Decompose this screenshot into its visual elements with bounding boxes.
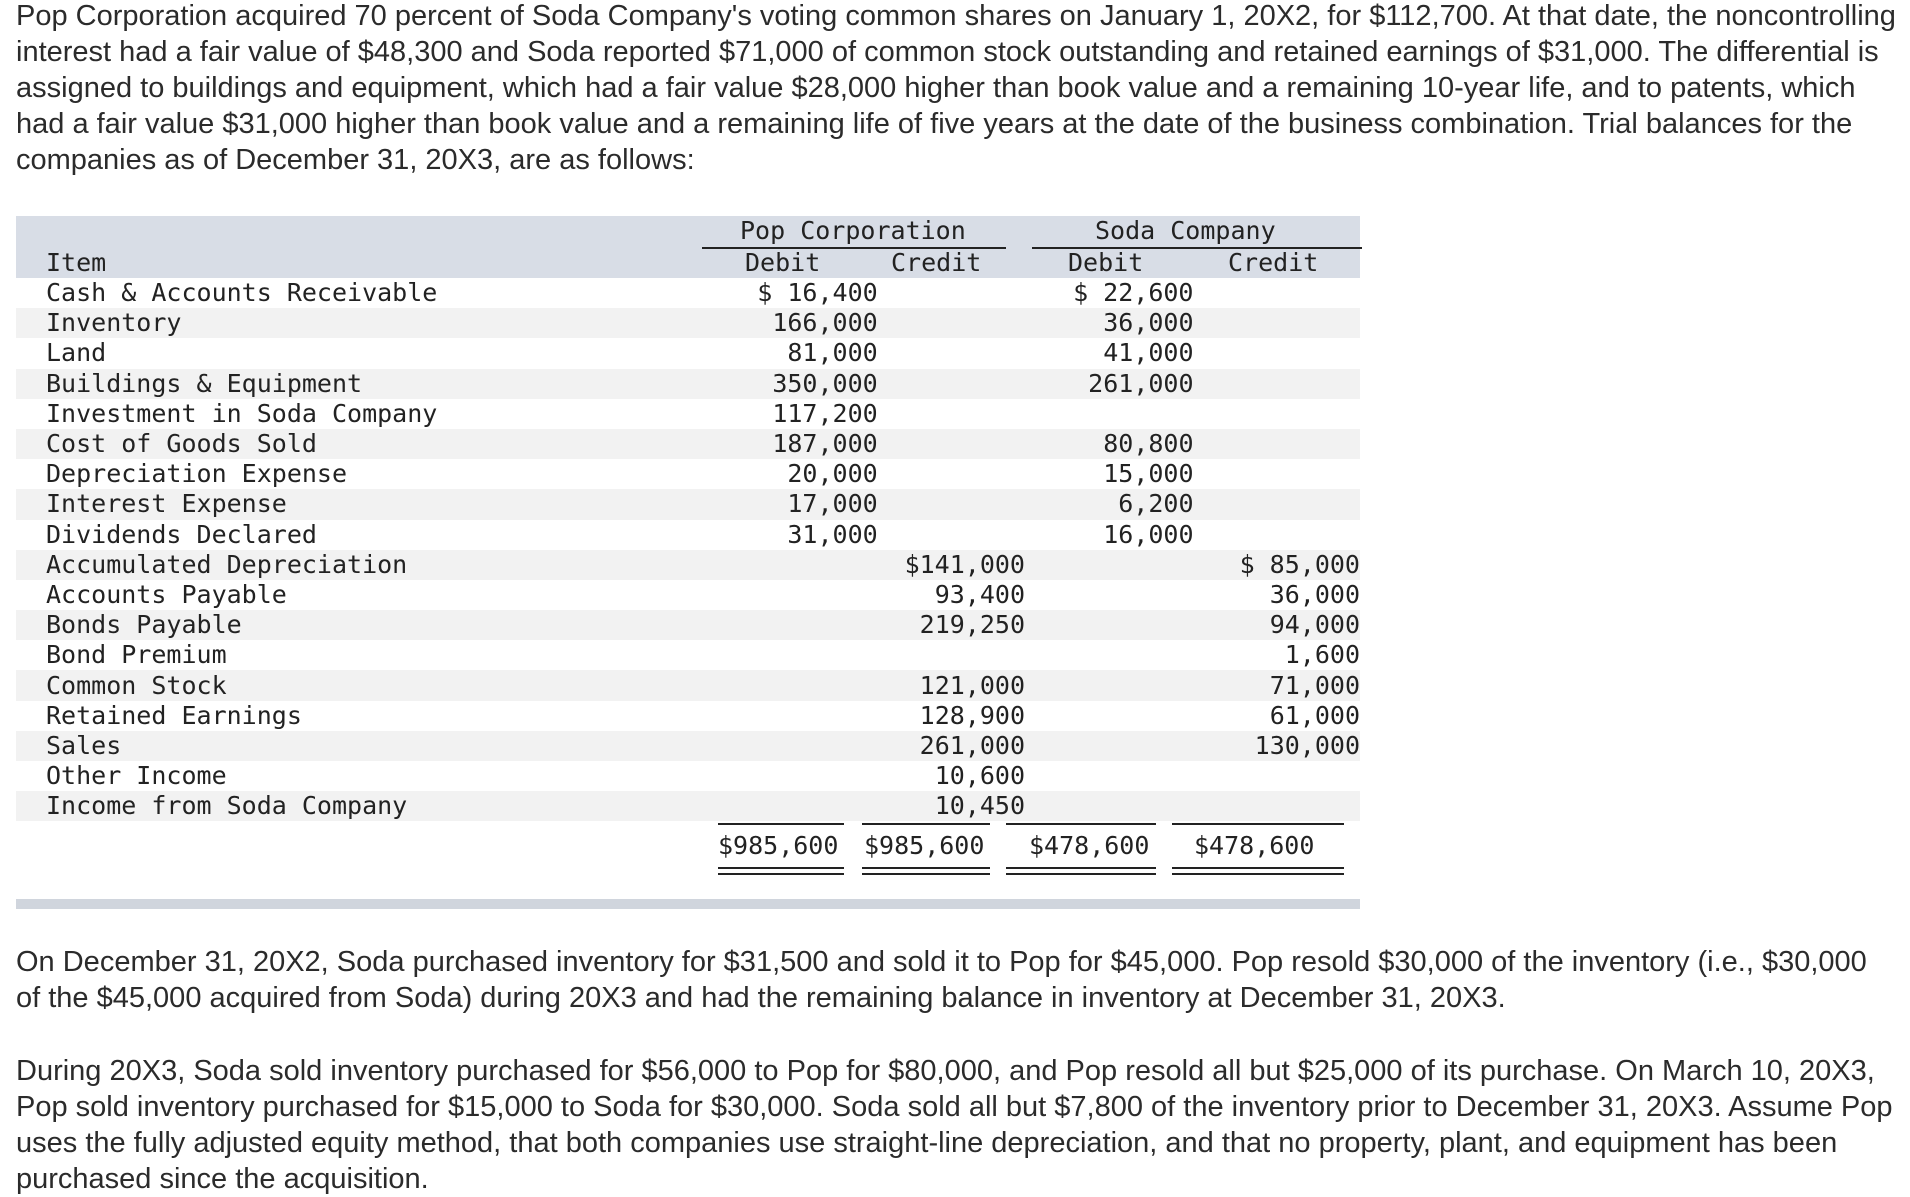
- row-soda-credit: [1194, 369, 1361, 399]
- row-soda-credit: 94,000: [1194, 610, 1361, 640]
- row-pop-credit: [878, 399, 1025, 429]
- row-pop-credit: 219,250: [878, 610, 1025, 640]
- row-soda-debit: 36,000: [1025, 308, 1194, 338]
- row-soda-debit: [1025, 610, 1194, 640]
- pop-credit-sum-rule: [862, 823, 990, 825]
- soda-credit-sum-rule: [1172, 823, 1344, 825]
- row-item-label: Land: [46, 338, 107, 368]
- row-soda-credit: 1,600: [1284, 640, 1360, 670]
- row-soda-debit: $ 22,600: [1073, 278, 1194, 308]
- table-row: [16, 580, 1360, 610]
- row-item-label: Accumulated Depreciation: [16, 550, 732, 580]
- row-item-label: Retained Earnings: [46, 700, 302, 730]
- row-pop-debit: [732, 701, 877, 731]
- row-pop-credit: $141,000: [878, 550, 1025, 580]
- row-pop-credit: 128,900: [919, 700, 1025, 730]
- row-pop-credit: 121,000: [878, 670, 1025, 700]
- row-soda-credit: 36,000: [1269, 579, 1360, 609]
- row-soda-debit: 6,200: [1025, 489, 1194, 519]
- table-row: [16, 520, 1360, 550]
- row-pop-credit: 261,000: [878, 731, 1025, 761]
- table-bottom-bar: [16, 899, 1360, 909]
- column-header-item: Item: [46, 248, 107, 277]
- row-soda-credit: [1194, 429, 1361, 459]
- table-row: [16, 670, 1360, 700]
- row-pop-debit: 20,000: [787, 459, 878, 489]
- table-row: [16, 761, 1360, 791]
- row-item-label: Inventory: [16, 308, 732, 338]
- row-soda-debit: [1025, 761, 1194, 791]
- row-item-label: Investment in Soda Company: [46, 398, 438, 428]
- row-pop-debit: [732, 550, 877, 580]
- table-row: [16, 550, 1360, 580]
- row-soda-debit: [1025, 791, 1194, 821]
- table-row: [16, 369, 1360, 399]
- column-header-pop-credit: Credit: [891, 248, 982, 277]
- row-soda-credit: $ 85,000: [1194, 550, 1361, 580]
- row-soda-credit: [1194, 308, 1361, 338]
- pop-debit-sum-rule: [718, 823, 844, 825]
- row-pop-debit: 187,000: [732, 429, 877, 459]
- table-row: [16, 640, 1360, 670]
- row-pop-debit: 166,000: [732, 308, 877, 338]
- table-row: [16, 610, 1360, 640]
- row-item-label: Other Income: [46, 761, 227, 791]
- row-pop-credit: [878, 338, 1025, 368]
- table-row: [16, 399, 1360, 429]
- column-header-soda-debit: Debit: [1068, 248, 1144, 277]
- row-item-label: Buildings & Equipment: [16, 369, 732, 399]
- row-item-label: Cash & Accounts Receivable: [46, 278, 438, 308]
- row-pop-credit: [878, 459, 1025, 489]
- row-pop-debit: [732, 731, 877, 761]
- intro-paragraph: Pop Corporation acquired 70 percent of Soda Company's voting common shares on January 1, 20X2, for $112,700. At that date, the noncontrolling interest had a fair value of $48,300 and Soda reported $71,000 of common stock outstanding and retained earnings of $31,000. The differential is assigned to buildings and equipment, which had a fair value $28,000 higher than book value and a remaining 10-year life, and to patents, which had a fair value $31,000 higher than book value and a remaining life of five years at the date of the business combination. Trial balances for the companies as of December 31, 20X3, are as follows:: [16, 0, 1896, 176]
- row-item-label: Depreciation Expense: [46, 459, 348, 489]
- row-soda-credit: [1194, 399, 1361, 429]
- table-row: [16, 308, 1360, 338]
- row-pop-credit: 10,450: [878, 791, 1025, 821]
- row-pop-credit: [878, 520, 1025, 550]
- soda-debit-double-rule: [1006, 867, 1156, 875]
- row-soda-credit: 71,000: [1194, 670, 1361, 700]
- row-soda-credit: [1194, 338, 1361, 368]
- row-pop-debit: [732, 670, 877, 700]
- total-pop-debit: $985,600: [718, 831, 839, 861]
- row-soda-debit: 16,000: [1103, 519, 1194, 549]
- row-soda-debit: [1025, 731, 1194, 761]
- row-pop-credit: [878, 278, 1025, 308]
- totals-area: [16, 821, 1360, 893]
- row-pop-credit: [878, 308, 1025, 338]
- row-item-label: Sales: [16, 731, 732, 761]
- row-pop-debit: [732, 580, 877, 610]
- pop-credit-double-rule: [862, 867, 990, 875]
- row-soda-credit: 130,000: [1194, 731, 1361, 761]
- company-header-pop: Pop Corporation: [740, 216, 966, 245]
- pop-debit-double-rule: [718, 867, 844, 875]
- row-pop-credit: [878, 429, 1025, 459]
- total-pop-credit: $985,600: [864, 831, 985, 861]
- row-soda-debit: 80,800: [1025, 429, 1194, 459]
- table-row: [16, 489, 1360, 519]
- row-pop-debit: [732, 610, 877, 640]
- row-pop-debit: [732, 761, 877, 791]
- table-row: [16, 278, 1360, 308]
- row-soda-credit: [1194, 761, 1361, 791]
- row-pop-debit: 31,000: [787, 519, 878, 549]
- row-soda-debit: [1025, 399, 1194, 429]
- row-item-label: Bond Premium: [46, 640, 227, 670]
- row-pop-credit: [878, 369, 1025, 399]
- table-row: [16, 338, 1360, 368]
- table-row: [16, 459, 1360, 489]
- total-soda-debit: $478,600: [1029, 831, 1150, 861]
- table-header: [16, 216, 1360, 278]
- trial-balance-table: [16, 216, 1360, 903]
- row-pop-debit: [732, 640, 877, 670]
- row-soda-debit: [1025, 701, 1194, 731]
- row-item-label: Interest Expense: [16, 489, 732, 519]
- row-pop-debit: 81,000: [787, 338, 878, 368]
- table-row: [16, 429, 1360, 459]
- column-header-soda-credit: Credit: [1228, 248, 1319, 277]
- row-item-label: Accounts Payable: [46, 579, 287, 609]
- row-soda-debit: [1025, 580, 1194, 610]
- soda-debit-sum-rule: [1006, 823, 1156, 825]
- row-pop-credit: [878, 640, 1025, 670]
- row-soda-credit: [1194, 791, 1361, 821]
- paragraph-2: On December 31, 20X2, Soda purchased inventory for $31,500 and sold it to Pop for $45,000. Pop resold $30,000 of the inventory (i.e., $30,000 of the $45,000 acquired from Soda) during 20X3 and had the remaining balance in inventory at December 31, 20X3.: [16, 946, 1867, 1014]
- row-pop-debit: [732, 791, 877, 821]
- row-soda-debit: [1025, 550, 1194, 580]
- row-pop-credit: 93,400: [934, 579, 1025, 609]
- row-soda-credit: [1194, 489, 1361, 519]
- row-soda-debit: [1025, 670, 1194, 700]
- row-soda-debit: [1025, 640, 1194, 670]
- row-pop-credit: 10,600: [934, 761, 1025, 791]
- row-item-label: Cost of Goods Sold: [16, 429, 732, 459]
- row-pop-debit: 117,200: [772, 398, 878, 428]
- trial-balance-body: [16, 278, 1360, 821]
- soda-credit-double-rule: [1172, 867, 1344, 875]
- row-soda-credit: [1194, 278, 1361, 308]
- row-item-label: Income from Soda Company: [16, 791, 732, 821]
- row-item-label: Common Stock: [16, 670, 732, 700]
- column-header-pop-debit: Debit: [745, 248, 821, 277]
- table-row: [16, 791, 1360, 821]
- row-soda-debit: 15,000: [1103, 459, 1194, 489]
- paragraph-3: During 20X3, Soda sold inventory purchased for $56,000 to Pop for $80,000, and Pop resold all but $25,000 of its purchase. On March 10, 20X3, Pop sold inventory purchased for $15,000 to Soda for $30,000. Soda sold all but $7,800 of the inventory prior to December 31, 20X3. Assume Pop uses the fully adjusted equity method, that both companies use straight-line depreciation, and that no property, plant, and equipment has been purchased since the acquisition.: [16, 1055, 1893, 1195]
- table-row: [16, 731, 1360, 761]
- row-soda-credit: 61,000: [1269, 700, 1360, 730]
- row-item-label: Dividends Declared: [46, 519, 317, 549]
- table-row: [16, 701, 1360, 731]
- row-pop-debit: $ 16,400: [757, 278, 878, 308]
- row-pop-credit: [878, 489, 1025, 519]
- row-soda-credit: [1194, 459, 1361, 489]
- row-soda-credit: [1194, 520, 1361, 550]
- row-soda-debit: 261,000: [1025, 369, 1194, 399]
- row-pop-debit: 17,000: [732, 489, 877, 519]
- company-header-soda: Soda Company: [1095, 216, 1276, 245]
- total-soda-credit: $478,600: [1194, 831, 1315, 861]
- row-item-label: Bonds Payable: [16, 610, 732, 640]
- row-soda-debit: 41,000: [1103, 338, 1194, 368]
- row-pop-debit: 350,000: [732, 369, 877, 399]
